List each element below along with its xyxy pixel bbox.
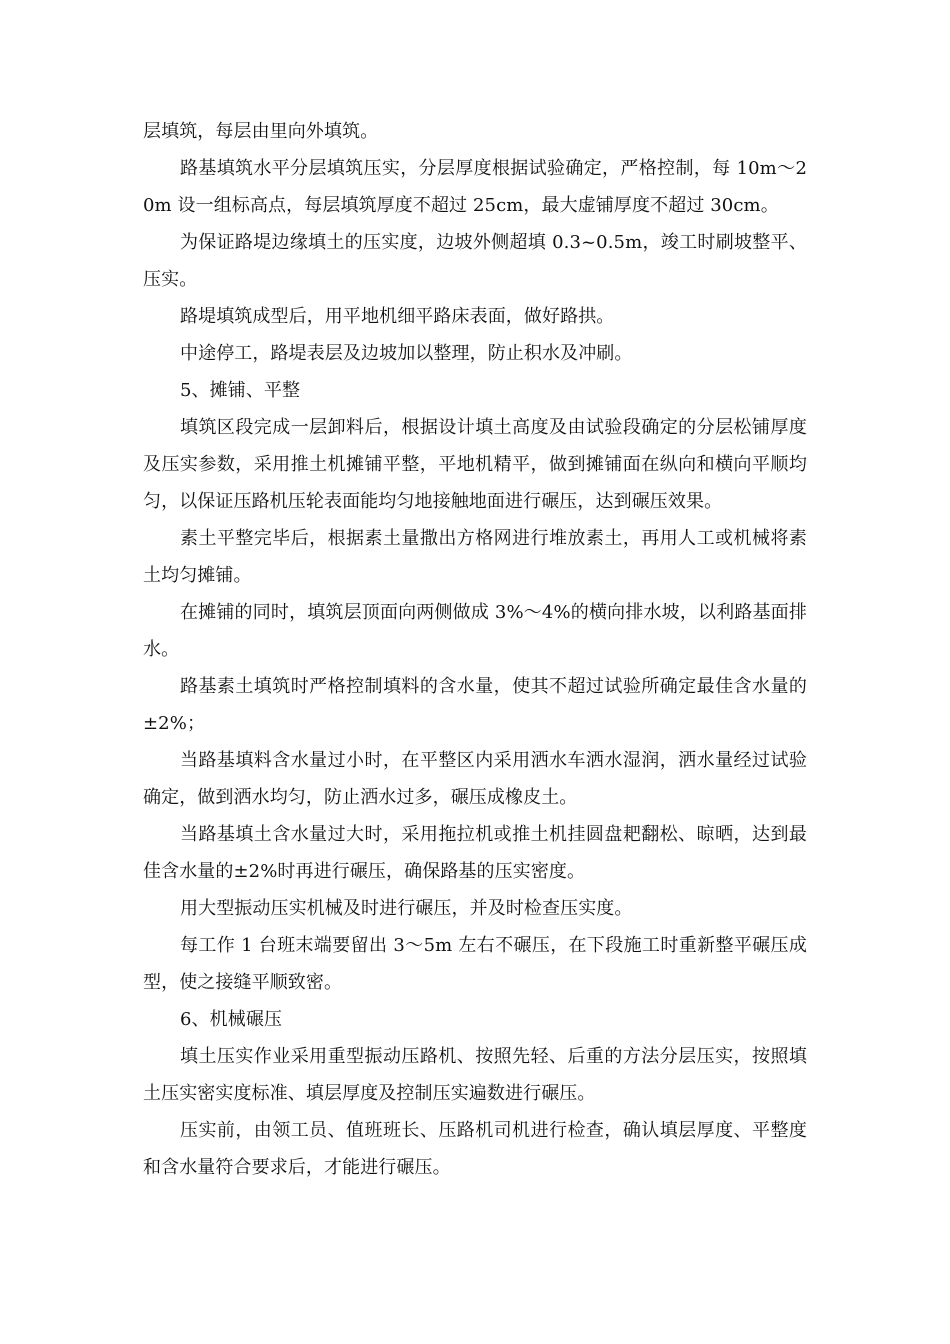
- document-body: [143, 113, 807, 1186]
- paragraph-joint-treatment: 每工作 1 台班末端要留出 3～5m 左右不碾压，在下段施工时重新整平碾压成型，使之接缝平顺致密。: [143, 935, 807, 993]
- section-heading-spreading: 5、摊铺、平整: [180, 380, 301, 401]
- paragraph-pre-rolling-check: 压实前，由领工员、值班班长、压路机司机进行检查，确认填层厚度、平整度和含水量符合要求后，才能进行碾压。: [143, 1120, 807, 1178]
- paragraph-edge-overfill: 为保证路堤边缘填土的压实度，边坡外侧超填 0.3~0.5m，竣工时刷坡整平、压实。: [143, 232, 807, 290]
- paragraph-layered-filling: 路基填筑水平分层填筑压实，分层厚度根据试验确定，严格控制，每 10m～20m 设一组标高点，每层填筑厚度不超过 25cm，最大虚铺厚度不超过 30cm。: [143, 158, 807, 216]
- paragraph-vibratory-compaction: 用大型振动压实机械及时进行碾压，并及时检查压实度。: [180, 898, 633, 919]
- paragraph-low-moisture: 当路基填料含水量过小时，在平整区内采用洒水车洒水湿润，洒水量经过试验确定，做到洒水均匀，防止洒水过多，碾压成橡皮土。: [143, 750, 807, 808]
- paragraph-spreading-process: 填筑区段完成一层卸料后，根据设计填土高度及由试验段确定的分层松铺厚度及压实参数，采用推土机摊铺平整，平地机精平，做到摊铺面在纵向和横向平顺均匀，以保证压路机压轮表面能均匀地接触地面进行碾压，达到碾压效果。: [143, 417, 807, 512]
- paragraph-grid-stacking: 素土平整完毕后，根据素土量撒出方格网进行堆放素土，再用人工或机械将素土均匀摊铺。: [143, 528, 807, 586]
- paragraph-drainage-slope: 在摊铺的同时，填筑层顶面向两侧做成 3%～4%的横向排水坡，以利路基面排水。: [143, 602, 807, 660]
- section-heading-mechanical-rolling: 6、机械碾压: [180, 1009, 283, 1030]
- paragraph-rolling-method: 填土压实作业采用重型振动压路机、按照先轻、后重的方法分层压实，按照填土压实密实度标准、填层厚度及控制压实遍数进行碾压。: [143, 1046, 807, 1104]
- paragraph-moisture-control: 路基素土填筑时严格控制填料的含水量，使其不超过试验所确定最佳含水量的±2%；: [143, 676, 807, 734]
- paragraph-continuation: 层填筑，每层由里向外填筑。: [143, 121, 379, 142]
- paragraph-work-stoppage: 中途停工，路堤表层及边坡加以整理，防止积水及冲刷。: [180, 343, 633, 364]
- paragraph-grader-finishing: 路堤填筑成型后，用平地机细平路床表面，做好路拱。: [180, 306, 615, 327]
- paragraph-high-moisture: 当路基填土含水量过大时，采用拖拉机或推土机挂圆盘耙翻松、晾晒，达到最佳含水量的±2%时再进行碾压，确保路基的压实密度。: [143, 824, 807, 882]
